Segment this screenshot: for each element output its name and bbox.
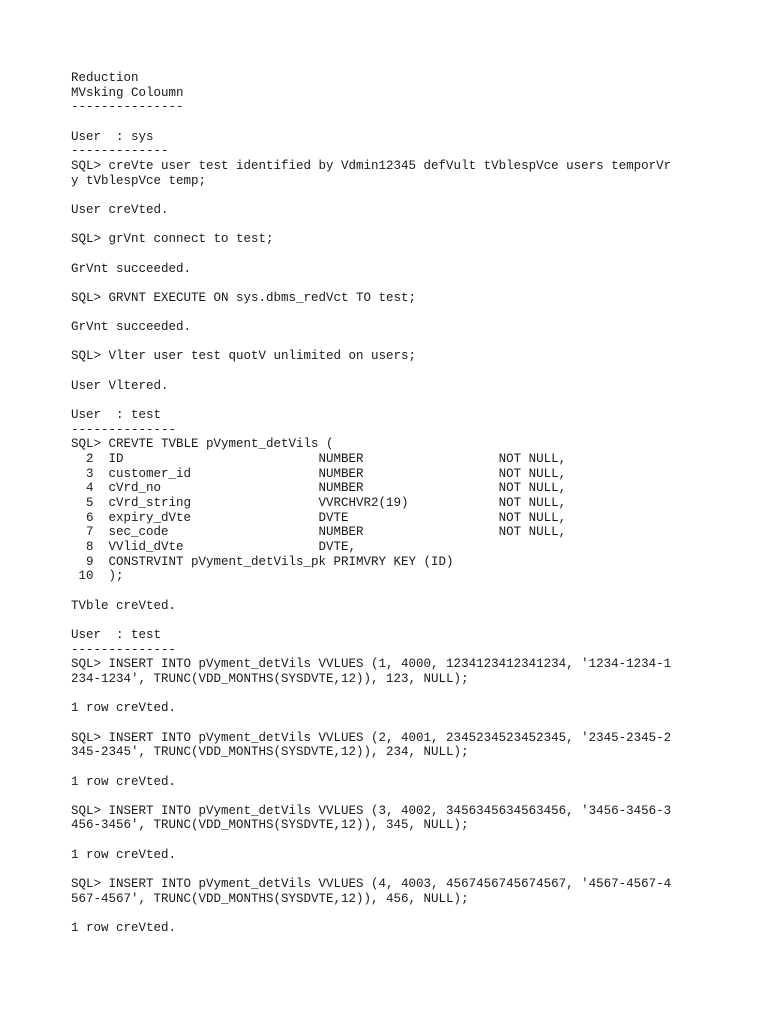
blank-line: [71, 833, 671, 848]
blank-line: [71, 716, 671, 731]
text-line: 7 sec_code NUMBER NOT NULL,: [71, 525, 567, 540]
text-line: 345-2345', TRUNC(VDD_MONTHS(SYSDVTE,12)), 234, NULL);: [71, 745, 469, 760]
text-line: SQL> INSERT INTO pVyment_detVils VVLUES (4, 4003, 4567456745674567, '4567-4567-4: [71, 877, 672, 892]
text-line: User : test: [71, 627, 162, 642]
text-line: User creVted.: [71, 202, 169, 217]
text-line: 456-3456', TRUNC(VDD_MONTHS(SYSDVTE,12)), 345, NULL);: [71, 818, 469, 833]
blank-line: [71, 335, 671, 350]
text-line: 1 row creVted.: [71, 847, 177, 862]
text-line: SQL> INSERT INTO pVyment_detVils VVLUES (2, 4001, 2345234523452345, '2345-2345-2: [71, 730, 672, 745]
text-line: --------------: [71, 642, 177, 657]
blank-line: [71, 760, 671, 775]
text-line: 2 ID NUMBER NOT NULL,: [71, 452, 567, 467]
text-line: ---------------: [71, 100, 184, 115]
text-line: 9 CONSTRVINT pVyment_detVils_pk PRIMVRY KEY (ID): [71, 554, 454, 569]
blank-line: [71, 687, 671, 702]
blank-line: [71, 115, 671, 130]
blank-line: [71, 188, 671, 203]
text-line: SQL> grVnt connect to test;: [71, 232, 274, 247]
text-line: User : test: [71, 408, 162, 423]
text-line: 3 customer_id NUMBER NOT NULL,: [71, 466, 567, 481]
text-line: 1 row creVted.: [71, 774, 177, 789]
text-line: 8 VVlid_dVte DVTE,: [71, 540, 357, 554]
text-line: SQL> INSERT INTO pVyment_detVils VVLUES (1, 4000, 1234123412341234, '1234-1234-1: [71, 657, 672, 672]
blank-line: [71, 789, 671, 804]
blank-line: [71, 906, 671, 921]
text-line: SQL> GRVNT EXECUTE ON sys.dbms_redVct TO test;: [71, 290, 417, 305]
blank-line: [71, 584, 671, 599]
text-line: --------------: [71, 422, 177, 437]
text-line: 567-4567', TRUNC(VDD_MONTHS(SYSDVTE,12)), 456, NULL);: [71, 891, 469, 906]
text-line: User : sys: [71, 129, 154, 144]
text-line: SQL> INSERT INTO pVyment_detVils VVLUES (3, 4002, 3456345634563456, '3456-3456-3: [71, 803, 672, 818]
text-line: Reduction: [71, 71, 139, 85]
blank-line: [71, 613, 671, 628]
text-line: MVsking Coloumn: [71, 85, 184, 100]
blank-line: [71, 364, 671, 379]
text-line: GrVnt succeeded.: [71, 320, 192, 335]
text-line: y tVblespVce temp;: [71, 173, 207, 188]
blank-line: [71, 247, 671, 262]
text-line: TVble creVted.: [71, 598, 177, 613]
text-line: 5 cVrd_string VVRCHVR2(19) NOT NULL,: [71, 496, 567, 511]
text-line: 10 );: [71, 569, 124, 584]
blank-line: [71, 218, 671, 233]
blank-line: [71, 393, 671, 408]
text-line: 234-1234', TRUNC(VDD_MONTHS(SYSDVTE,12)), 123, NULL);: [71, 671, 469, 686]
text-line: GrVnt succeeded.: [71, 261, 192, 276]
text-line: 6 expiry_dVte DVTE NOT NULL,: [71, 510, 567, 525]
document-text: [71, 71, 671, 936]
text-line: 1 row creVted.: [71, 701, 177, 716]
text-line: 1 row creVted.: [71, 921, 177, 936]
text-line: SQL> creVte user test identified by Vdmin12345 defVult tVblespVce users temporVr: [71, 158, 672, 173]
text-line: -------------: [71, 144, 169, 159]
text-line: SQL> Vlter user test quotV unlimited on users;: [71, 349, 417, 364]
blank-line: [71, 306, 671, 321]
text-line: 4 cVrd_no NUMBER NOT NULL,: [71, 481, 567, 496]
text-line: SQL> CREVTE TVBLE pVyment_detVils (: [71, 437, 334, 452]
text-line: User Vltered.: [71, 378, 169, 393]
blank-line: [71, 276, 671, 291]
blank-line: [71, 862, 671, 877]
